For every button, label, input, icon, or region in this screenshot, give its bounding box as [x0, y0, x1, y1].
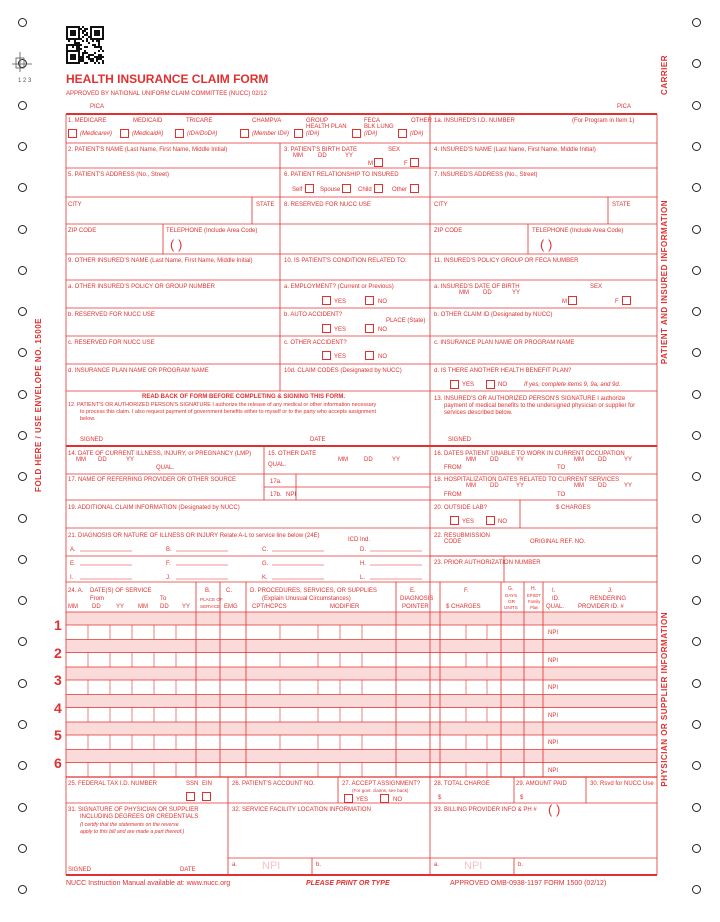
state-label-right: STATE: [612, 202, 631, 208]
box3-f: F: [404, 161, 408, 167]
box18-mm1: MM: [466, 483, 476, 489]
box10c-no[interactable]: [365, 351, 374, 360]
box24-j: J.: [608, 588, 613, 594]
box22-code: CODE: [444, 539, 462, 545]
service-line-npi: NPI: [548, 685, 559, 691]
box24-h2: EPSDT: [527, 593, 541, 598]
box1-medicaid: MEDICAID: [133, 118, 163, 124]
box13-line1: 13. INSURED'S OR AUTHORIZED PERSON'S SIGNATURE I authorize: [434, 396, 626, 402]
box11a-mm: MM: [459, 290, 469, 296]
box3-dd: DD: [318, 153, 327, 159]
box24-emg: EMG: [224, 604, 238, 610]
box18-dd1: DD: [490, 483, 499, 489]
diagnosis-letter: C.: [262, 547, 268, 553]
box1a-label: 1a. INSURED'S I.D. NUMBER: [434, 118, 515, 124]
box24-g: G.: [508, 586, 514, 592]
physician-supplier-label: PHYSICIAN OR SUPPLIER INFORMATION: [660, 612, 669, 787]
box27-yes-label: YES: [356, 797, 369, 803]
box3-mm: MM: [293, 153, 303, 159]
box11a-dd: DD: [483, 290, 492, 296]
box9b-label: b. RESERVED FOR NUCC USE: [68, 312, 155, 318]
box7-label: 7. INSURED'S ADDRESS (No., Street): [434, 172, 538, 178]
box24-g3: OR: [508, 599, 515, 604]
diagnosis-letter: B.: [166, 547, 172, 553]
box10-label: 10. IS PATIENT'S CONDITION RELATED TO:: [284, 258, 407, 264]
box11d-no-label: NO: [498, 382, 507, 388]
box25-label: 25. FEDERAL TAX I.D. NUMBER: [68, 781, 157, 787]
tel-paren-left: ( ): [170, 237, 183, 252]
box16-mm2: MM: [574, 457, 584, 463]
box1-champva: CHAMPVA: [252, 118, 282, 124]
diagnosis-letter: H.: [360, 561, 366, 567]
box16-label: 16. DATES PATIENT UNABLE TO WORK IN CURRENT OCCUPATION: [434, 451, 625, 457]
box20-no[interactable]: [486, 516, 495, 525]
city-label-right: CITY: [434, 202, 448, 208]
box24-h3: Family: [528, 599, 541, 604]
diagnosis-letter: D.: [360, 547, 366, 553]
box31-line3: (I certify that the statements on the reverse: [80, 822, 179, 828]
box27-no-label: NO: [393, 797, 402, 803]
box10a-no[interactable]: [365, 296, 374, 305]
box27-yes[interactable]: [344, 794, 353, 803]
box24-e: E.: [410, 588, 416, 594]
box33-label: 33. BILLING PROVIDER INFO & PH #: [434, 807, 537, 813]
box20-yes[interactable]: [450, 516, 459, 525]
read-back-notice: READ BACK OF FORM BEFORE COMPLETING & SIGNING THIS FORM.: [142, 394, 345, 400]
box10a-no-label: NO: [378, 299, 387, 305]
service-line-npi: NPI: [548, 657, 559, 664]
box24-d2: (Explain Unusual Circumstances): [262, 596, 351, 602]
box33-paren: ( ): [548, 802, 561, 817]
service-line-number: 6: [54, 754, 62, 771]
box4-label: 4. INSURED'S NAME (Last Name, First Name, Middle Initial): [434, 147, 596, 153]
box31-line4: apply to this bill and are made a part thereof.): [80, 829, 185, 835]
box10d-label: 10d. CLAIM CODES (Designated by NUCC): [284, 368, 402, 374]
box20-label: 20. OUTSIDE LAB?: [434, 505, 488, 511]
sub-group: (ID#): [306, 131, 320, 137]
box24-j3: PROVIDER ID. #: [578, 604, 624, 610]
diagnosis-letter: E.: [70, 561, 76, 567]
box20-charges: $ CHARGES: [556, 505, 591, 511]
diagnosis-letter: A.: [70, 547, 76, 553]
box24-b: B.: [205, 588, 211, 594]
tel-paren-right: ( ): [540, 237, 553, 252]
box24-mm1: MM: [68, 604, 78, 610]
box24-a: 24. A.: [68, 588, 84, 594]
box1a-note: (For Program in Item 1): [572, 118, 635, 124]
box2-label: 2. PATIENT'S NAME (Last Name, First Name, Middle Initial): [68, 147, 228, 153]
sub-medicare: (Medicare#): [80, 131, 113, 137]
box11a-yy: YY: [512, 290, 521, 296]
box27-no[interactable]: [380, 794, 389, 803]
checkbox-group[interactable]: [294, 129, 303, 138]
box32-label: 32. SERVICE FACILITY LOCATION INFORMATION: [232, 807, 371, 813]
box10b-no[interactable]: [365, 324, 374, 333]
sub-champva: (Member ID#): [252, 131, 290, 137]
box18-yy1: YY: [516, 483, 525, 489]
service-line-npi: NPI: [548, 740, 559, 746]
box10c-yes-label: YES: [334, 354, 347, 360]
box24-j2: RENDERING: [590, 596, 627, 602]
diagnosis-letter: I.: [70, 575, 74, 581]
box11a-f: F: [615, 299, 619, 305]
box24-h: H.: [531, 586, 536, 592]
box33a-npi: NPI: [464, 860, 483, 872]
diagnosis-letter: F.: [166, 561, 171, 567]
service-line-npi: NPI: [548, 630, 559, 636]
box11d-note: If yes, complete items 9, 9a, and 9d.: [524, 382, 621, 388]
box6-child-checkbox[interactable]: [374, 184, 383, 193]
box22-orig: ORIGINAL REF. NO.: [530, 539, 586, 545]
box16-mm1: MM: [466, 457, 476, 463]
checkbox-other[interactable]: [398, 129, 407, 138]
box13-line3: services described below.: [444, 410, 513, 416]
box22-label: 22. RESUBMISSION: [434, 533, 491, 539]
box15-yy: YY: [392, 457, 401, 463]
box32a-label: a.: [232, 862, 238, 868]
tel-label-right: TELEPHONE (Include Area Code): [532, 228, 624, 234]
box24-g2: DAYS: [505, 593, 518, 598]
box11c-label: c. INSURANCE PLAN NAME OR PROGRAM NAME: [434, 340, 575, 346]
service-line-number: 3: [54, 672, 62, 688]
box17-label: 17. NAME OF REFERRING PROVIDER OR OTHER SOURCE: [68, 477, 237, 483]
box20-no-label: NO: [498, 519, 507, 525]
zip-label-right: ZIP CODE: [434, 228, 463, 234]
box27-label: 27. ACCEPT ASSIGNMENT?: [342, 781, 421, 787]
box24-dd1: DD: [92, 604, 101, 610]
box14-label: 14. DATE OF CURRENT ILLNESS, INJURY, or PREGNANCY (LMP): [68, 451, 252, 457]
footer-right: APPROVED OMB-0938-1197 FORM 1500 (02/12): [450, 880, 607, 887]
box21-label: 21. DIAGNOSIS OR NATURE OF ILLNESS OR INJURY Relate A-L to service line below (24E): [68, 533, 320, 539]
box33b-label: b.: [518, 862, 524, 868]
box13-line2: payment of medical benefits to the undersigned physician or supplier for: [444, 403, 636, 409]
box11a-m-checkbox[interactable]: [568, 296, 577, 305]
box14-dd: DD: [98, 457, 107, 463]
box10a-yes[interactable]: [322, 296, 331, 305]
box26-label: 26. PATIENT'S ACCOUNT NO.: [232, 781, 315, 787]
patient-insured-label: PATIENT AND INSURED INFORMATION: [660, 200, 669, 365]
box24-c: C.: [226, 588, 232, 594]
box24-to: To: [160, 596, 167, 602]
box6-child: Child: [358, 187, 372, 193]
carrier-label: CARRIER: [660, 55, 669, 95]
box12-line2: to process this claim. I also request payment of government benefits either to myself or to the party who accepts assignment: [80, 409, 377, 415]
box18-from: FROM: [444, 492, 462, 498]
service-line-number: 1: [54, 617, 62, 633]
box16-yy2: YY: [624, 457, 633, 463]
city-label-left: CITY: [68, 202, 82, 208]
box10c-no-label: NO: [378, 354, 387, 360]
box10b-yes-label: YES: [334, 327, 347, 333]
box1-feca2: BLK LUNG: [364, 124, 394, 130]
box12-signed: SIGNED: [80, 437, 104, 443]
box24-mm2: MM: [138, 604, 148, 610]
box18-label: 18. HOSPITALIZATION DATES RELATED TO CURRENT SERVICES: [434, 477, 620, 483]
checkbox-medicare[interactable]: [68, 129, 77, 138]
box16-dd2: DD: [598, 457, 607, 463]
sub-other: (ID#): [410, 131, 424, 137]
box24-charges: $ CHARGES: [446, 604, 481, 610]
box24-b3: SERVICE: [200, 604, 221, 609]
box29-dollar: $: [520, 795, 524, 801]
box32b-label: b.: [316, 862, 322, 868]
checkbox-medicaid[interactable]: [120, 129, 129, 138]
diagnosis-letter: L.: [360, 575, 366, 581]
box18-dd2: DD: [598, 483, 607, 489]
box24-b2: PLACE OF: [200, 597, 223, 602]
box12-date: DATE: [310, 437, 326, 443]
box10c-label: c. OTHER ACCIDENT?: [284, 340, 347, 346]
form-title: HEALTH INSURANCE CLAIM FORM: [66, 72, 269, 86]
box11a-label: a. INSURED'S DATE OF BIRTH: [434, 284, 520, 290]
box24-i2: ID.: [552, 596, 560, 602]
box6-label: 6. PATIENT RELATIONSHIP TO INSURED: [284, 172, 399, 178]
state-label-left: STATE: [256, 202, 275, 208]
box1-other: OTHER: [411, 118, 432, 124]
checkbox-feca[interactable]: [352, 129, 361, 138]
box10b-yes[interactable]: [322, 324, 331, 333]
box11d-yes[interactable]: [450, 380, 459, 389]
diagnosis-letter: K.: [262, 575, 268, 581]
box21-icd: ICD Ind.: [348, 537, 371, 543]
sub-tricare: (ID#/DoD#): [187, 131, 218, 137]
box9d-label: d. INSURANCE PLAN NAME OR PROGRAM NAME: [68, 368, 209, 374]
box16-dd1: DD: [490, 457, 499, 463]
box25-ssn: SSN: [186, 781, 199, 787]
box24-d: D. PROCEDURES, SERVICES, OR SUPPLIES: [250, 588, 377, 594]
box24-yy2: YY: [182, 604, 191, 610]
box1-tricare: TRICARE: [186, 118, 213, 124]
box16-to: TO: [557, 465, 566, 471]
box13-signed: SIGNED: [448, 437, 472, 443]
box16-from: FROM: [444, 465, 462, 471]
box19-label: 19. ADDITIONAL CLAIM INFORMATION (Designated by NUCC): [68, 505, 240, 511]
sub-medicaid: (Medicaid#): [132, 131, 164, 137]
box3-label: 3. PATIENT'S BIRTH DATE: [284, 147, 358, 153]
box24-dd2: DD: [160, 604, 169, 610]
box24-mod: MODIFIER: [330, 604, 360, 610]
box5-label: 5. PATIENT'S ADDRESS (No., Street): [68, 172, 169, 178]
box32a-npi: NPI: [262, 860, 281, 872]
checkbox-tricare[interactable]: [175, 129, 184, 138]
box6-spouse-checkbox[interactable]: [342, 184, 351, 193]
box1-group: GROUP: [306, 118, 329, 124]
footer-left: NUCC Instruction Manual available at: www.nucc.org: [66, 880, 231, 887]
box11-label: 11. INSURED'S POLICY GROUP OR FECA NUMBER: [434, 258, 579, 264]
pica-right: PICA: [617, 104, 632, 110]
mark-123: 1 2 3: [18, 78, 32, 84]
box24-h4: Plan: [530, 605, 539, 610]
box24-from: From: [90, 596, 104, 602]
box28-dollar: $: [438, 795, 442, 801]
box31-signed: SIGNED: [68, 867, 92, 873]
box14-qual: QUAL.: [156, 465, 175, 471]
box9c-label: c. RESERVED FOR NUCC USE: [68, 340, 155, 346]
box24-g4: UNITS: [504, 605, 518, 610]
box11b-label: b. OTHER CLAIM ID (Designated by NUCC): [434, 312, 553, 318]
box30-label: 30. Rsvd for NUCC Use: [590, 781, 654, 787]
box24-f: F.: [464, 588, 469, 594]
box15-dd: DD: [364, 457, 373, 463]
box17b-label: 17b.: [270, 492, 282, 498]
diagnosis-letter: G.: [262, 561, 269, 567]
service-line-npi: NPI: [548, 712, 559, 719]
box3-f-checkbox[interactable]: [410, 158, 419, 167]
box14-mm: MM: [76, 457, 86, 463]
box11d-no[interactable]: [486, 380, 495, 389]
box12-line3: below.: [80, 416, 96, 422]
box10a-label: a. EMPLOYMENT? (Current or Previous): [284, 284, 394, 290]
sub-feca: (ID#): [364, 131, 378, 137]
footer-mid: PLEASE PRINT OR TYPE: [306, 880, 390, 887]
zip-label-left: ZIP CODE: [68, 228, 97, 234]
service-line-number: 5: [54, 727, 62, 743]
box11d-yes-label: YES: [462, 382, 475, 388]
box1-feca: FECA: [364, 118, 381, 124]
box29-label: 29. AMOUNT PAID: [516, 781, 567, 787]
box28-label: 28. TOTAL CHARGE: [434, 781, 490, 787]
box17a-label: 17a.: [270, 479, 282, 485]
tel-label-left: TELEPHONE (Include Area Code): [166, 228, 258, 234]
box1-medicare: 1. MEDICARE: [68, 118, 107, 124]
box27-note: (For govt. claims, see back): [352, 788, 409, 793]
box17b-npi: NPI: [286, 492, 297, 498]
checkbox-champva[interactable]: [240, 129, 249, 138]
fold-here-label: FOLD HERE / USE ENVELOPE NO. 1500E: [34, 318, 43, 492]
box15-mm: MM: [338, 457, 348, 463]
box24-i: I.: [552, 588, 556, 594]
box6-self: Self: [292, 187, 303, 193]
service-line-npi: NPI: [548, 767, 559, 774]
box24-e3: POINTER: [402, 604, 429, 610]
box3-m-checkbox[interactable]: [374, 158, 383, 167]
pica-left: PICA: [90, 104, 105, 110]
box24-yy1: YY: [116, 604, 125, 610]
box15-label: 15. OTHER DATE: [268, 451, 317, 457]
box18-mm2: MM: [574, 483, 584, 489]
box9-label: 9. OTHER INSURED'S NAME (Last Name, First Name, Middle Initial): [68, 258, 253, 264]
box31-line1: 31. SIGNATURE OF PHYSICIAN OR SUPPLIER: [68, 807, 199, 813]
service-line-number: 2: [54, 644, 62, 661]
box24-dates: DATE(S) OF SERVICE: [90, 588, 152, 594]
box6-other: Other: [392, 187, 408, 193]
box33a-label: a.: [434, 862, 440, 868]
box10c-yes[interactable]: [322, 351, 331, 360]
box24-cpt: CPT/HCPCS: [252, 604, 287, 610]
box24-e2: DIAGNOSIS: [400, 596, 434, 602]
box11a-f-checkbox[interactable]: [622, 296, 631, 305]
box1-group2: HEALTH PLAN: [306, 124, 347, 130]
box24-i3: QUAL.: [546, 604, 565, 610]
box11a-sex: SEX: [590, 284, 603, 290]
box23-label: 23. PRIOR AUTHORIZATION NUMBER: [434, 560, 541, 566]
box20-yes-label: YES: [462, 519, 475, 525]
box31-line2: INCLUDING DEGREES OR CREDENTIALS: [80, 814, 199, 820]
box14-yy: YY: [126, 457, 135, 463]
box12-line1: 12. PATIENT'S OR AUTHORIZED PERSON'S SIGNATURE I authorize the release of any medical or other information necessary: [68, 402, 377, 408]
box15-qual: QUAL.: [268, 462, 287, 468]
box18-yy2: YY: [624, 483, 633, 489]
box31-date: DATE: [180, 867, 196, 873]
box6-other-checkbox[interactable]: [410, 184, 419, 193]
box11a-m: M: [562, 299, 567, 305]
box6-spouse: Spouse: [320, 187, 341, 193]
box10b-place: PLACE (State): [386, 318, 426, 324]
box3-sex: SEX: [388, 147, 401, 153]
box9a-label: a. OTHER INSURED'S POLICY OR GROUP NUMBER: [68, 284, 215, 290]
service-line-number: 4: [54, 699, 62, 716]
box25-ein: EIN: [202, 781, 213, 787]
box25-ssn-checkbox[interactable]: [186, 792, 195, 801]
box10b-no-label: NO: [378, 327, 387, 333]
approved-by: APPROVED BY NATIONAL UNIFORM CLAIM COMMITTEE (NUCC) 02/12: [66, 91, 267, 97]
box10b-label: b. AUTO ACCIDENT?: [284, 312, 343, 318]
box11d-label: d. IS THERE ANOTHER HEALTH BENEFIT PLAN?: [434, 368, 572, 374]
box10a-yes-label: YES: [334, 299, 347, 305]
box3-yy: YY: [345, 153, 354, 159]
diagnosis-letter: J.: [166, 575, 171, 581]
box16-yy1: YY: [516, 457, 525, 463]
box8-label: 8. RESERVED FOR NUCC USE: [284, 202, 371, 208]
box25-ein-checkbox[interactable]: [202, 792, 211, 801]
box18-to: TO: [557, 492, 566, 498]
box6-self-checkbox[interactable]: [305, 184, 314, 193]
box3-m: M: [368, 161, 373, 167]
